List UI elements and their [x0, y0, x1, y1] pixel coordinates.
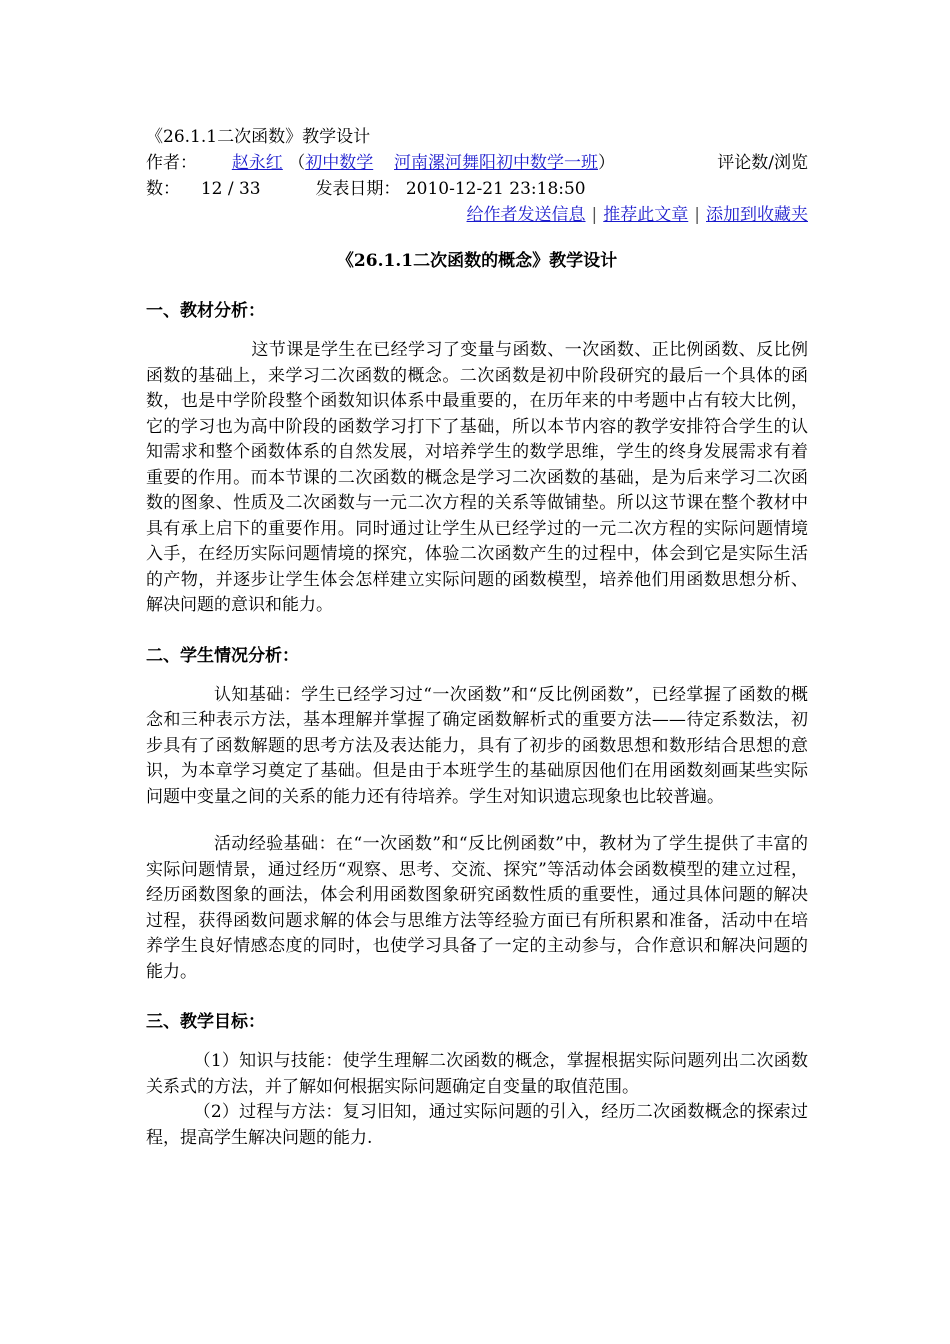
send-message-link[interactable]: 给作者发送信息 — [466, 205, 586, 225]
author-label: 作者： — [146, 153, 197, 173]
section-paragraph: 认知基础：学生已经学习过“一次函数”和“反比例函数”，已经掌握了函数的概念和三种表示方法，基本理解并掌握了确定函数解析式的重要方法——待定系数法，初步具有了函数解题的思考方法及表达能力，具有了初步的函数思想和数形结合思想的意识，为本章学习奠定了基础。但是由于本班学生的基础原因他们在用函数刻画某些实际问题中变量之间的关系的能力还有待培养。学生对知识遗忘现象也比较普遍。 — [146, 684, 808, 807]
section-paragraph: 活动经验基础：在“一次函数”和“反比例函数”中，教材为了学生提供了丰富的实际问题情景，通过经历“观察、思考、交流、探究”等活动体会函数模型的建立过程，经历函数图象的画法，体会利用函数图象研究函数性质的重要性，通过具体问题的解决过程，获得函数问题求解的体会与思维方法等经验方面已有所积累和准备，活动中在培养学生良好情感态度的同时，也使学习具备了一定的主动参与，合作意识和解决问题的能力。 — [146, 834, 808, 982]
add-favorite-link[interactable]: 添加到收藏夹 — [706, 205, 808, 225]
stats-label-cont: 数： — [146, 179, 180, 199]
category-link[interactable]: 初中数学 — [305, 153, 374, 173]
date-value: 2010-12-21 23:18:50 — [405, 179, 586, 199]
document-page — [146, 124, 808, 1151]
group-link[interactable]: 河南漯河舞阳初中数学一班 — [394, 153, 599, 173]
section-heading: 三、教学目标： — [146, 1012, 265, 1032]
section-heading: 一、教材分析： — [146, 301, 265, 321]
section-paragraph: （1）知识与技能：使学生理解二次函数的概念，掌握根据实际问题列出二次函数关系式的方法，并了解如何根据实际问题确定自变量的取值范围。 — [146, 1051, 808, 1097]
stats-value: 12 / 33 — [200, 179, 261, 199]
stats-date-row — [146, 176, 808, 202]
recommend-link[interactable]: 推荐此文章 — [603, 205, 689, 225]
date-label: 发表日期： — [315, 179, 401, 199]
author-info — [146, 150, 615, 176]
stats-label: 评论数/浏览 — [717, 153, 808, 173]
open-paren: （ — [288, 153, 306, 173]
section-paragraph: （2）过程与方法：复习旧知，通过实际问题的引入，经历二次函数概念的探索过程，提高学生解决问题的能力. — [146, 1102, 808, 1148]
author-name-link[interactable]: 赵永红 — [231, 153, 283, 173]
article-actions — [146, 202, 808, 228]
separator: | — [694, 205, 700, 225]
separator: | — [591, 205, 598, 225]
close-paren: ） — [598, 153, 616, 173]
article-title: 《26.1.1二次函数的概念》教学设计 — [336, 251, 618, 271]
section-paragraph: 这节课是学生在已经学习了变量与函数、一次函数、正比例函数、反比例函数的基础上，来学习二次函数的概念。二次函数是初中阶段研究的最后一个具体的函数，也是中学阶段整个函数知识体系中最重要的，在历年来的中考题中占有较大比例，它的学习也为高中阶段的函数学习打下了基础，所以本节内容的教学安排符合学生的认知需求和整个函数体系的自然发展，对培养学生的数学思维，学生的终身发展需求有着重要的作用。而本节课的二次函数的概念是学习二次函数的基础，是为后来学习二次函数的图象、性质及二次函数与一元二次方程的关系等做铺垫。所以这节课在整个教材中具有承上启下的重要作用。同时通过让学生从已经学过的一元二次方程的实际问题情境入手，在经历实际问题情境的探究，体验二次函数产生的过程中，体会到它是实际生活的产物，并逐步让学生体会怎样建立实际问题的函数模型，培养他们用函数思想分析、解决问题的意识和能力。 — [146, 340, 808, 615]
document-title: 《26.1.1二次函数》教学设计 — [146, 127, 371, 147]
author-row — [146, 150, 808, 176]
section-heading: 二、学生情况分析： — [146, 645, 299, 666]
